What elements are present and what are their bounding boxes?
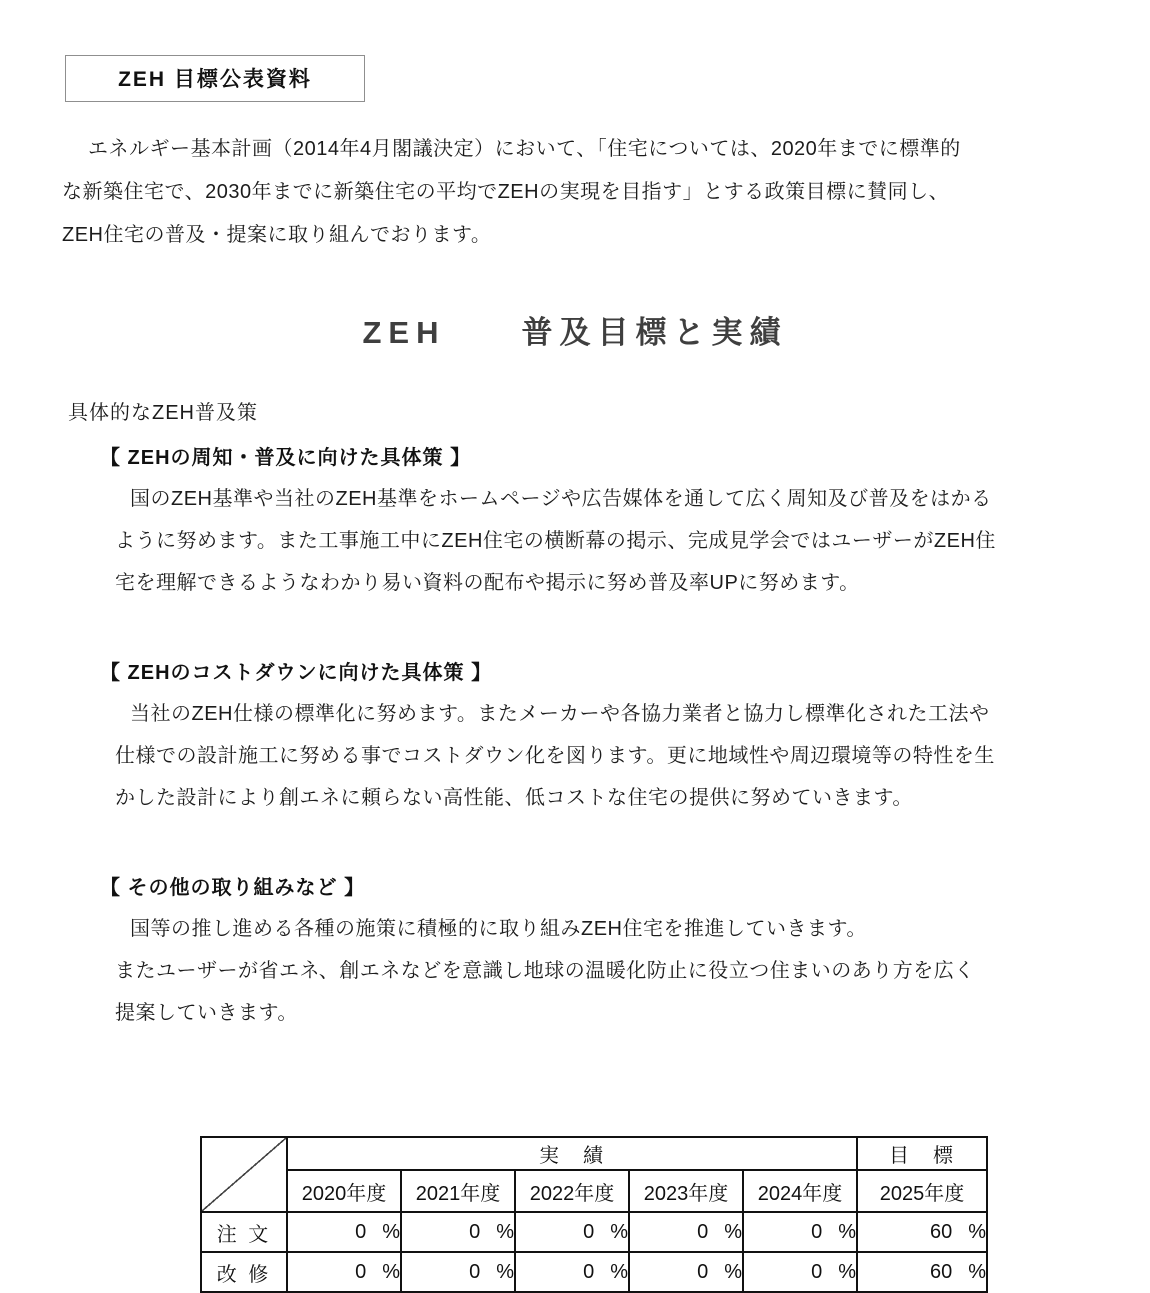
percent-unit: %: [382, 1260, 400, 1283]
year-header: 2022年度: [515, 1170, 629, 1212]
table-group-header-row: [201, 1137, 987, 1170]
block-line: 宅を理解できるようなわかり易い資料の配布や掲示に努め普及率UPに努めます。: [115, 572, 860, 594]
value-cell: [857, 1212, 987, 1252]
block-line: 国等の推し進める各種の施策に積極的に取り組みZEH住宅を推進していきます。: [130, 918, 867, 940]
document-title-box: ZEH 目標公表資料: [65, 55, 365, 102]
percent-unit: %: [496, 1260, 514, 1283]
row-label: 注 文: [201, 1212, 287, 1252]
percent-value: 0: [355, 1220, 367, 1243]
percent-unit: %: [838, 1220, 856, 1243]
value-cell: [515, 1252, 629, 1292]
value-cell: [287, 1212, 401, 1252]
percent-unit: %: [724, 1220, 742, 1243]
table-year-header-row: [201, 1170, 987, 1212]
section-label: 具体的なZEH普及策: [68, 402, 258, 424]
value-cell: [743, 1252, 857, 1292]
year-header: 2023年度: [629, 1170, 743, 1212]
value-cell: [401, 1212, 515, 1252]
value-cell: [287, 1252, 401, 1292]
intro-line: な新築住宅で、2030年までに新築住宅の平均でZEHの実現を目指す」とする政策目標に賛同し、: [62, 181, 950, 203]
percent-unit: %: [724, 1260, 742, 1283]
intro-line: ZEH住宅の普及・提案に取り組んでおります。: [62, 224, 492, 246]
percent-value: 0: [697, 1260, 709, 1283]
target-group-header: 目 標: [857, 1137, 987, 1170]
percent-value: 0: [811, 1260, 823, 1283]
percent-value: 0: [583, 1220, 595, 1243]
value-cell: [857, 1252, 987, 1292]
block-line: 当社のZEH仕様の標準化に努めます。またメーカーや各協力業者と協力し標準化された工法や: [130, 703, 990, 725]
row-label: 改 修: [201, 1252, 287, 1292]
percent-value: 0: [697, 1220, 709, 1243]
page-title: ZEH 普及目標と実績: [362, 315, 788, 350]
percent-unit: %: [496, 1220, 514, 1243]
actual-group-header: 実 績: [287, 1137, 857, 1170]
percent-value: 0: [811, 1220, 823, 1243]
intro-paragraph: [62, 128, 1110, 257]
diagonal-empty-cell: [201, 1137, 287, 1212]
percent-unit: %: [610, 1260, 628, 1283]
block-line: またユーザーが省エネ、創エネなどを意識し地球の温暖化防止に役立つ住まいのあり方を広く: [115, 960, 975, 982]
value-cell: [629, 1212, 743, 1252]
percent-value: 0: [355, 1260, 367, 1283]
percent-value: 60: [929, 1220, 953, 1243]
block-heading: 【 ZEHのコストダウンに向けた具体策 】: [100, 662, 493, 684]
block-heading: 【 ZEHの周知・普及に向けた具体策 】: [100, 447, 472, 469]
block-line: ように努めます。また工事施工中にZEH住宅の横断幕の掲示、完成見学会ではユーザーがZEH住: [115, 530, 996, 552]
value-cell: [629, 1252, 743, 1292]
block-heading: 【 その他の取り組みなど 】: [100, 877, 366, 899]
block-line: 仕様での設計施工に努める事でコストダウン化を図ります。更に地域性や周辺環境等の特性を生: [115, 745, 995, 767]
block-line: かした設計により創エネに頼らない高性能、低コストな住宅の提供に努めていきます。: [115, 787, 913, 809]
percent-value: 60: [929, 1260, 953, 1283]
percent-value: 0: [469, 1220, 481, 1243]
percent-unit: %: [382, 1220, 400, 1243]
percent-unit: %: [968, 1220, 986, 1243]
block-line: 提案していきます。: [115, 1002, 298, 1024]
zeh-results-table: [200, 1136, 988, 1293]
year-header: 2025年度: [857, 1170, 987, 1212]
intro-line: エネルギー基本計画（2014年4月閣議決定）において、「住宅については、2020年までに標準的: [88, 138, 961, 160]
block-awareness: [0, 441, 1150, 604]
percent-value: 0: [583, 1260, 595, 1283]
percent-value: 0: [469, 1260, 481, 1283]
percent-unit: %: [968, 1260, 986, 1283]
table-row-chumon: [201, 1212, 987, 1252]
year-header: 2020年度: [287, 1170, 401, 1212]
block-line: 国のZEH基準や当社のZEH基準をホームページや広告媒体を通して広く周知及び普及をはかる: [130, 488, 992, 510]
year-header: 2024年度: [743, 1170, 857, 1212]
percent-unit: %: [838, 1260, 856, 1283]
table-row-kaishu: [201, 1252, 987, 1292]
year-header: 2021年度: [401, 1170, 515, 1212]
value-cell: [401, 1252, 515, 1292]
percent-unit: %: [610, 1220, 628, 1243]
block-other: [0, 871, 1150, 1034]
block-costdown: [0, 656, 1150, 819]
value-cell: [743, 1212, 857, 1252]
value-cell: [515, 1212, 629, 1252]
